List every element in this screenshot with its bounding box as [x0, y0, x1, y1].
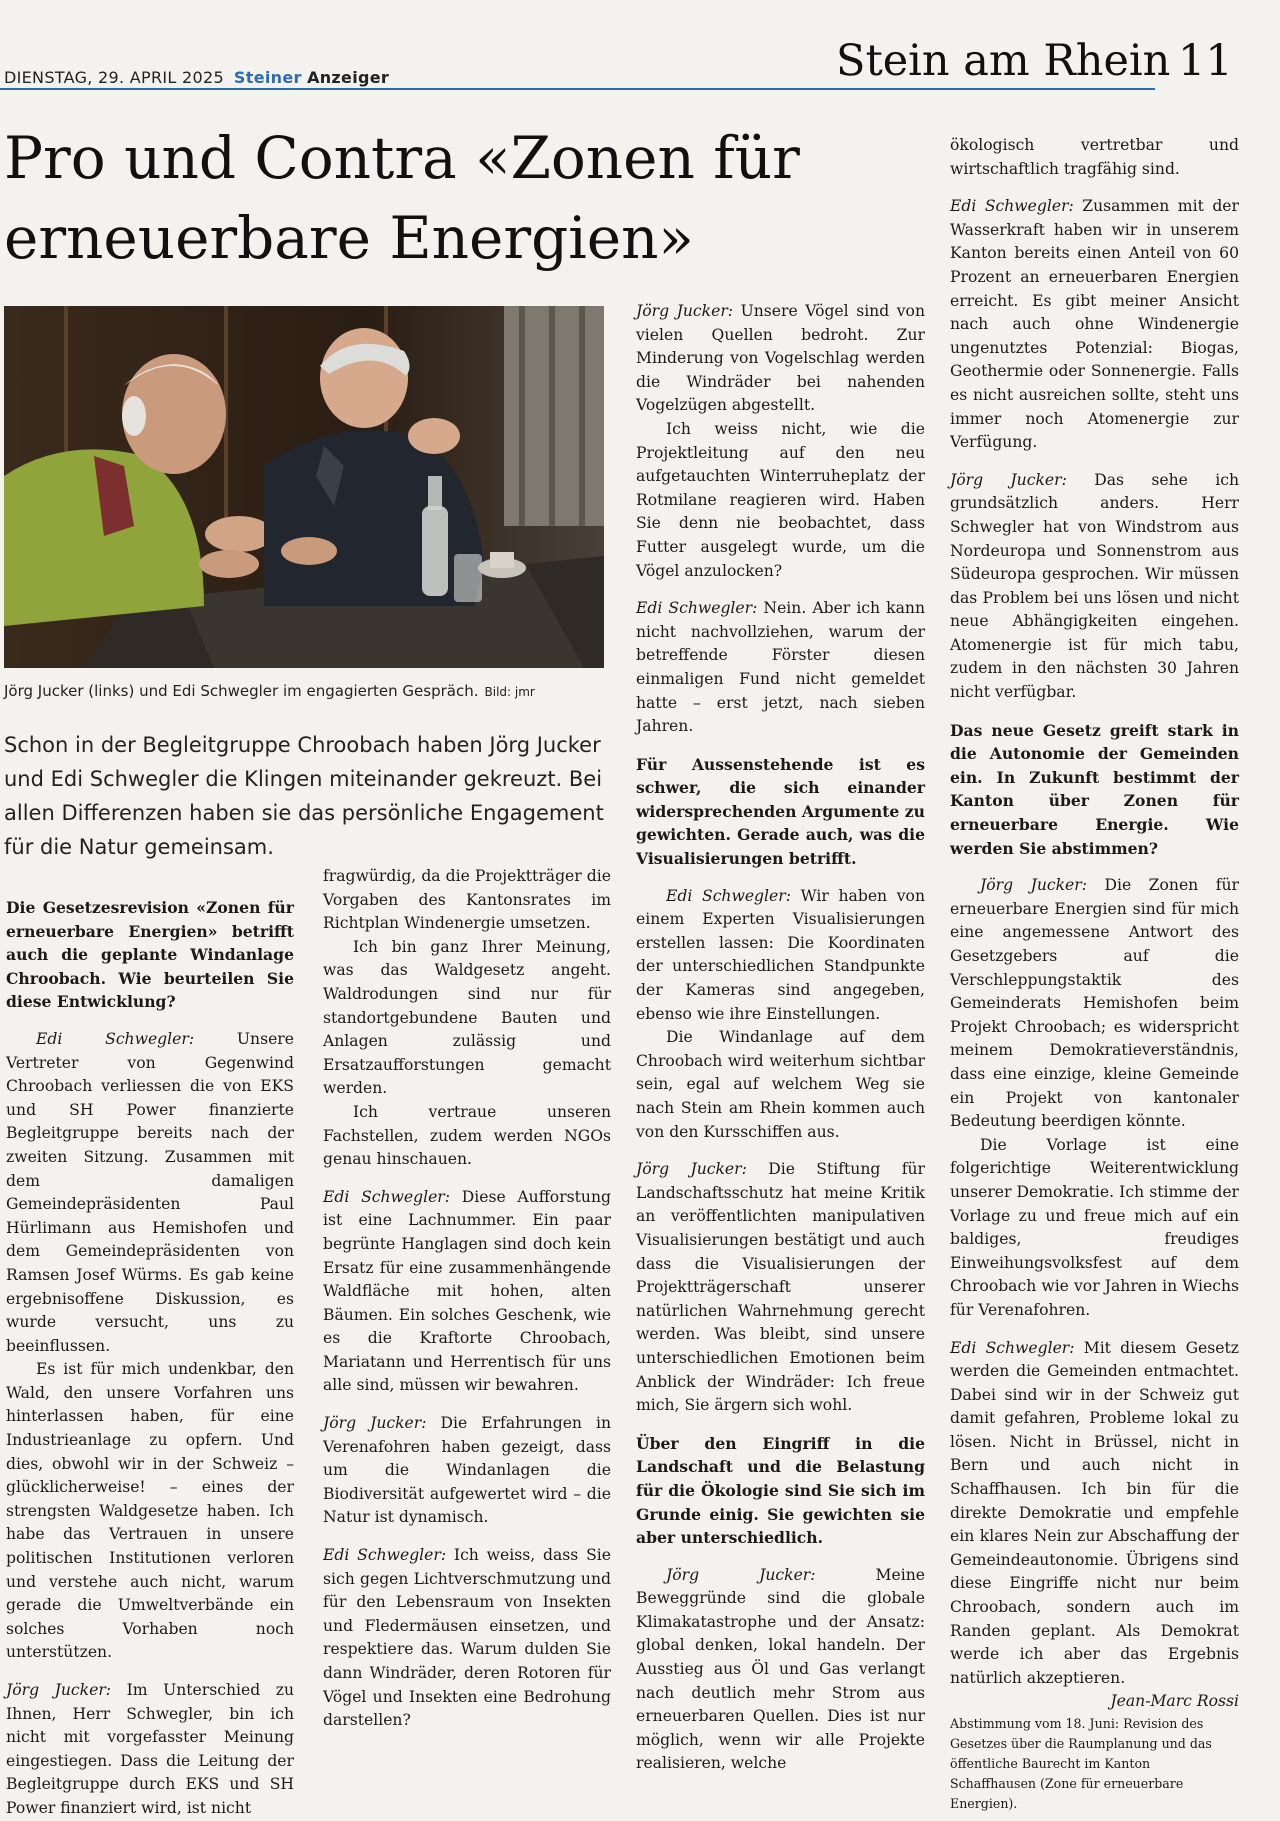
question-1: Die Gesetzesrevision «Zonen für erneuerbare Energien» betrifft auch die geplante Windanlage Chroobach. Wie beurteilen Sie diese Entwicklung?: [6, 898, 294, 1012]
header-rule: [0, 88, 1155, 90]
column-4: [950, 134, 1239, 1814]
body-paragraph: Ich bin ganz Ihrer Meinung, was das Waldgesetz angeht. Waldrodungen sind nur für standortgebundene Bauten und Anlagen zulässig und Ersatzaufforstungen gemacht werden.: [323, 937, 611, 1098]
answer-paragraph: [636, 1158, 925, 1418]
brand-name-part2: Anzeiger: [307, 68, 390, 87]
author-byline: Jean-Marc Rossi: [1110, 1692, 1239, 1711]
answer-text: Wir haben von einem Experten Visualisierungen erstellen lassen: Die Koordinaten der unterschiedlichen Standpunkte der Kameras sind angegeben, ebenso wie ihre Einstellungen.: [636, 886, 925, 1023]
answer-text: Die Erfahrungen in Verenafohren haben gezeigt, dass um die Windanlagen die Biodiversität aufgewertet wird – die Natur ist dynamisch.: [323, 1414, 611, 1527]
question-4: Das neue Gesetz greift stark in die Autonomie der Gemeinden ein. In Zukunft bestimmt der Kanton über Zonen für erneuerbare Energie. Wie werden Sie abstimmen?: [950, 720, 1239, 858]
speaker-name: Edi Schwegler:: [323, 1546, 447, 1565]
section-title: Stein am Rhein: [836, 36, 1171, 86]
answer-text: Diese Aufforstung ist eine Lachnummer. Ein paar begrünte Hanglagen sind doch kein Ersatz für eine zusammenhängende Waldfläche mit hohen, alten Bäumen. Ein solches Geschenk, wie es die Kraftorte Chroobach, Mariatann und Herrentisch für uns alle sind, müssen wir bewahren.: [323, 1187, 611, 1395]
speaker-name: Edi Schwegler:: [636, 599, 758, 618]
speaker-name: Jörg Jucker:: [666, 1565, 816, 1584]
answer-text: Die Zonen für erneuerbare Energien sind für mich eine angemessene Antwort des Gesetzgebers auf die Verschleppungstaktik des Gemeinderats Hemishofen beim Projekt Chroobach; es widerspricht meinem Demokratieverständnis, dass eine einzige, kleine Gemeinde ein Projekt von kantonaler Bedeutung beerdigen könnte.: [950, 876, 1239, 1131]
article-lead: Schon in der Begleitgruppe Chroobach haben Jörg Jucker und Edi Schwegler die Klingen miteinander gekreuzt. Bei allen Differenzen haben sie das persönliche Engagement für die Natur gemeinsam.: [4, 733, 604, 859]
answer-paragraph: [323, 1186, 611, 1398]
brand-name-part1: Steiner: [233, 68, 302, 87]
answer-text: Nein. Aber ich kann nicht nachvollziehen, warum der betreffende Förster diesen einmaligen Fund nicht gemeldet hatte – erst jetzt, nach sieben Jahren.: [636, 599, 925, 736]
answer-paragraph: [636, 300, 925, 418]
body-paragraph: Es ist für mich undenkbar, den Wald, den unsere Vorfahren uns hinterlassen haben, für eine Industrieanlage zu opfern. Und dies, obwohl wir in der Schweiz – glücklicherweise! – eines der strengsten Waldgesetze haben. Ich habe das Vertrauen in unsere politischen Institutionen verloren und verstehe auch nicht, warum gerade die Umweltverbände ein solches Vorhaben noch unterstützen.: [6, 1360, 294, 1662]
speaker-name: Jörg Jucker:: [6, 1681, 112, 1699]
answer-paragraph: [323, 1412, 611, 1530]
speaker-name: Jörg Jucker:: [950, 470, 1067, 489]
page-number: 11: [1178, 36, 1233, 86]
body-paragraph: Die Vorlage ist eine folgerichtige Weiterentwicklung unserer Demokratie. Ich stimme der Vorlage zu und freue mich auf ein baldiges, freudiges Einweihungsvolksfest auf dem Chroobach wie vor Jahren in Wiechs für Verenafohren.: [950, 1135, 1239, 1319]
speaker-name: Jörg Jucker:: [636, 302, 734, 320]
column-3: [636, 300, 925, 1776]
speaker-name: Edi Schwegler:: [323, 1187, 451, 1206]
photo-credit: Bild: jmr: [484, 685, 535, 699]
speaker-name: Edi Schwegler:: [666, 886, 791, 905]
question-2: Für Aussenstehende ist es schwer, die sich einander widersprechenden Argumente zu gewichten. Gerade auch, was die Visualisierungen betrifft.: [636, 754, 925, 869]
body-paragraph: ökologisch vertretbar und wirtschaftlich tragfähig sind.: [950, 136, 1239, 178]
answer-text: Die Stiftung für Landschaftsschutz hat meine Kritik an veröffentlichten manipulativen Visualisierungen bestätigt und auch dass die Visualisierungen der Projektträgerschaft unserer natürlichen Wahrnehmung gerecht werden. Was bleibt, sind unsere unterschiedlichen Emotionen beim Anblick der Windräder: Ich freue mich, Sie ärgern sich wohl.: [636, 1160, 925, 1415]
answer-paragraph: [636, 597, 925, 739]
speaker-name: Jörg Jucker:: [636, 1160, 747, 1179]
answer-paragraph: [950, 874, 1239, 1134]
answer-paragraph: [950, 195, 1239, 455]
speaker-name: Edi Schwegler:: [950, 1338, 1075, 1357]
speaker-name: Edi Schwegler:: [36, 1029, 195, 1048]
photo-caption: [4, 682, 614, 700]
column-2: [323, 865, 611, 1733]
answer-paragraph: [950, 1337, 1239, 1691]
body-paragraph: Die Windanlage auf dem Chroobach wird weiterhum sichtbar sein, egal auf welchem Weg sie nach Stein am Rhein kommen auch von den Kursschiffen aus.: [636, 1028, 925, 1141]
vote-footnote: Abstimmung vom 18. Juni: Revision des Gesetzes über die Raumplanung und das öffentliche Baurecht im Kanton Schaffhausen (Zone für erneuerbare Energien).: [950, 1716, 1212, 1811]
answer-text: Zusammen mit der Wasserkraft haben wir in unserem Kanton bereits einen Anteil von 60 Prozent an erneuerbaren Energien erreicht. Es gibt meiner Ansicht nach auch ohne Windenergie ungenutztes Potenzial: Biogas, Geothermie oder Sonnenergie. Falls es nicht ausreichen sollte, steht uns immer noch Atomenergie zur Verfügung.: [950, 197, 1239, 452]
body-paragraph: fragwürdig, da die Projektträger die Vorgaben des Kantonsrates im Richtplan Windenergie umsetzen.: [323, 867, 611, 933]
speaker-name: Jörg Jucker:: [323, 1414, 427, 1433]
issue-date: DIENSTAG, 29. APRIL 2025: [4, 68, 224, 87]
answer-paragraph: [6, 1679, 294, 1821]
answer-text: Meine Beweggründe sind die globale Klimakatastrophe und der Ansatz: global denken, lokal handeln. Der Ausstieg aus Öl und Gas verlangt nach deutlich mehr Strom aus erneuerbaren Quellen. Dies ist nur möglich, wenn wir alle Projekte realisieren, welche: [636, 1565, 925, 1773]
answer-paragraph: [636, 1564, 925, 1776]
answer-paragraph: [636, 885, 925, 1027]
answer-text: Ich weiss, dass Sie sich gegen Lichtverschmutzung und für den Lebensraum von Insekten und Fledermäusen einsetzen, und respektiere das. Warum dulden Sie dann Windräder, deren Rotoren für Vögel und Insekten eine Bedrohung darstellen?: [323, 1546, 611, 1730]
article-headline: Pro und Contra «Zonen für erneuerbare Energien»: [4, 124, 800, 272]
caption-text: Jörg Jucker (links) und Edi Schwegler im engagierten Gespräch.: [4, 682, 479, 700]
answer-paragraph: [950, 469, 1239, 705]
answer-text: Das sehe ich grundsätzlich anders. Herr Schwegler hat von Windstrom aus Nordeuropa und Sonnenstrom aus Südeuropa gesprochen. Wir müssen das Problem bei uns lösen und nicht neue Abhängigkeiten eingehen. Atomenergie ist für mich tabu, zudem in den nächsten 30 Jahren nicht verfügbar.: [950, 470, 1239, 702]
body-paragraph: Ich vertraue unseren Fachstellen, zudem werden NGOs genau hinschauen.: [323, 1102, 611, 1169]
answer-paragraph: [6, 1028, 294, 1358]
article-photo: [4, 306, 604, 668]
photo-illustration: [4, 306, 604, 668]
answer-text: Im Unterschied zu Ihnen, Herr Schwegler, bin ich nicht mit vorgefasster Meinung eingestiegen. Dass die Leitung der Begleitgruppe durch EKS und SH Power finanziert wird, ist nicht: [6, 1681, 295, 1817]
question-3: Über den Eingriff in die Landschaft und die Belastung für die Ökologie sind Sie sich im Grunde einig. Sie gewichten sie aber unterschiedlich.: [636, 1433, 925, 1548]
answer-text: Mit diesem Gesetz werden die Gemeinden entmachtet. Dabei sind wir in der Schweiz gut damit gefahren, Probleme lokal zu lösen. Nicht in Brüssel, nicht in Bern und auch nicht in Schaffhausen. Ich bin für die direkte Demokratie und empfehle ein klares Nein zur Abschaffung der Gemeindeautonomie. Übrigens sind diese Eingriffe nicht nur beim Chroobach, sondern auch im Randen geplant. Als Demokrat werde ich aber das Ergebnis natürlich akzeptieren.: [950, 1338, 1239, 1687]
body-paragraph: Ich weiss nicht, wie die Projektleitung auf den neu aufgetauchten Winterruheplatz der Rotmilane reagieren wird. Haben Sie denn nie beobachtet, dass Futter ausgelegt wurde, um die Vögel anzulocken?: [636, 419, 925, 580]
answer-text: Unsere Vertreter von Gegenwind Chroobach verliessen die von EKS und SH Power finanzierte Begleitgruppe bereits nach der zweiten Sitzung. Zusammen mit dem damaligen Gemeindepräsidenten Paul Hürlimann aus Hemishofen und dem Gemeindepräsidenten von Ramsen Josef Würms. Es gab keine ergebnisoffene Diskussion, es wurde versucht, uns zu beeinflussen.: [6, 1029, 294, 1355]
answer-paragraph: [323, 1544, 611, 1733]
dateline: [4, 68, 389, 87]
column-1: [6, 896, 294, 1821]
speaker-name: Edi Schwegler:: [950, 197, 1074, 216]
answer-text: Unsere Vögel sind von vielen Quellen bedroht. Zur Minderung von Vogelschlag werden die Windräder bei nahenden Vogelzügen abgestellt.: [636, 302, 925, 415]
speaker-name: Jörg Jucker:: [980, 876, 1087, 895]
